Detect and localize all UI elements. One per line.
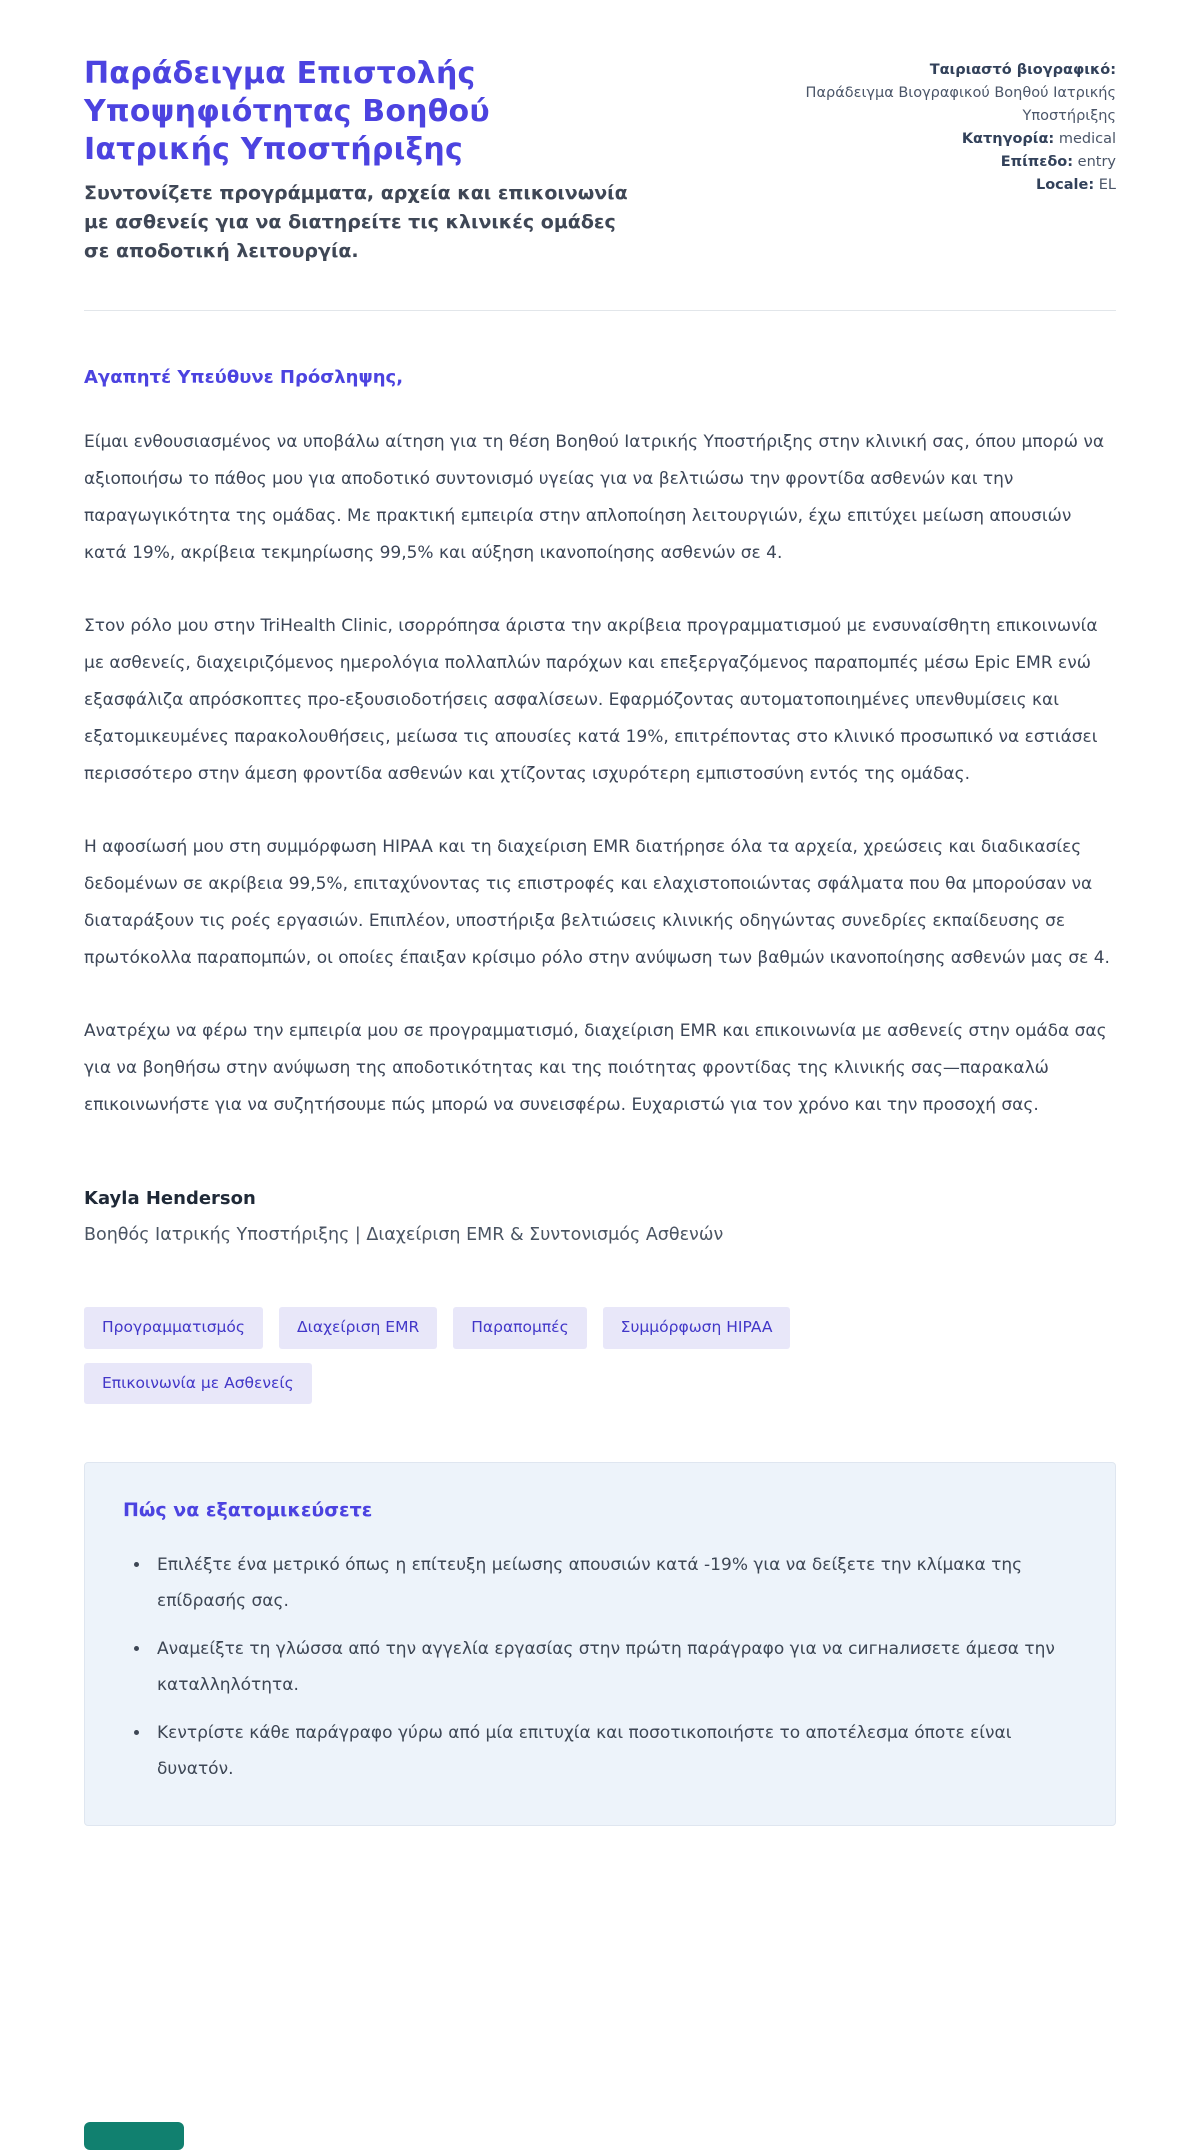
meta-level — [786, 151, 1116, 174]
tip-item: • Κεντρίστε κάθε παράγραφο γύρω από μία επιτυχία και ποσοτικοποιήστε το αποτέλεσμα όποτε είναι δυνατόν. — [151, 1715, 1077, 1787]
skill-tag[interactable]: Προγραμματισμός — [84, 1307, 263, 1349]
letter-body — [84, 367, 1116, 1245]
header — [84, 55, 1116, 266]
meta-locale-label: Locale: — [1035, 177, 1095, 193]
skill-tags — [84, 1307, 844, 1404]
letter-paragraph: Είμαι ενθουσιασμένος να υποβάλω αίτηση για τη θέση Βοηθού Ιατρικής Υποστήριξης στην κλινική σας, όπου μπορώ να αξιοποιήσω το πάθος μου για αποδοτικό συντονισμό υγείας για να βελτιώσω την φροντίδα ασθενών και την παραγωγικότητα της ομάδας. Με πρακτική εμπειρία στην απλοποίηση λειτουργιών, έχω επιτύχει μείωση απουσιών κατά 19%, ακρίβεια τεκμηρίωσης 99,5% και αύξηση ικανοποίησης ασθενών σε 4. — [84, 432, 1105, 563]
signature-name: Kayla Henderson — [84, 1188, 256, 1209]
skill-tag[interactable]: Διαχείριση EMR — [279, 1307, 437, 1349]
skill-tag[interactable]: Παραπομπές — [453, 1307, 586, 1349]
title-block — [84, 55, 644, 266]
meta-resume — [786, 59, 1116, 128]
customization-tips-box — [84, 1462, 1116, 1826]
meta-level-value: entry — [1077, 154, 1116, 170]
letter-paragraph: Στον ρόλο μου στην TriHealth Clinic, ισορρόπησα άριστα την ακρίβεια προγραμματισμού με ενσυναίσθητη επικοινωνία με ασθενείς, διαχειριζόμενος ημερολόγια πολλαπλών παρόχων και επεξεργαζόμενος παραπομπές μέσω Epic EMR ενώ εξασφάλιζα απρόσκοπτες προ-εξουσιοδοτήσεις ασφαλίσεων. Εφαρμόζοντας αυτοματοποιημένες υπενθυμίσεις και εξατομικευμένες παρακολουθήσεις, μείωσα τις απουσίες κατά 19%, επιτρέποντας στο κλινικό προσωπικό να εστιάσει περισσότερο στην άμεση φροντίδα ασθενών και χτίζοντας ισχυρότερη εμπιστοσύνη εντός της ομάδας. — [84, 616, 1098, 784]
meta-locale-value: EL — [1098, 177, 1116, 193]
meta-level-label: Επίπεδο: — [1000, 154, 1074, 170]
tip-item: • Επιλέξτε ένα μετρικό όπως η επίτευξη μείωσης απουσιών κατά -19% για να δείξετε την κλίμακα της επίδρασής σας. — [151, 1547, 1077, 1619]
signature-role: Βοηθός Ιατρικής Υποστήριξης | Διαχείριση EMR & Συντονισμός Ασθενών — [84, 1225, 724, 1245]
meta-resume-label: Ταιριαστό βιογραφικό: — [929, 62, 1116, 78]
letter-paragraph: Η αφοσίωσή μου στη συμμόρφωση HIPAA και τη διαχείριση EMR διατήρησε όλα τα αρχεία, χρεώσεις και διαδικασίες δεδομένων σε ακρίβεια 99,5%, επιταχύνοντας τις επιστροφές και ελαχιστοποιώντας σφάλματα που θα μπορούσαν να διαταράξουν τις ροές εργασιών. Επιπλέον, υποστήριξα βελτιώσεις κλινικής οδηγώντας συνεδρίες εκπαίδευσης σε πρωτόκολλα παραπομπών, οι οποίες έπαιξαν κρίσιμο ρόλο στην ανύψωση των βαθμών ικανοποίησης ασθενών μας σε 4. — [84, 837, 1110, 968]
meta-resume-value: Παράδειγμα Βιογραφικού Βοηθού Ιατρικής Υποστήριξης — [805, 85, 1116, 124]
tips-list — [123, 1547, 1077, 1787]
meta-category-value: medical — [1058, 131, 1116, 147]
header-divider — [84, 310, 1116, 311]
skill-tag[interactable]: Επικοινωνία με Ασθενείς — [84, 1363, 312, 1405]
bottom-partial-widget[interactable] — [84, 2122, 184, 2150]
skill-tag[interactable]: Συμμόρφωση HIPAA — [603, 1307, 791, 1349]
letter-paragraph: Ανατρέχω να φέρω την εμπειρία μου σε προγραμματισμό, διαχείριση EMR και επικοινωνία με ασθενείς στην ομάδα σας για να βοηθήσω στην ανύψωση της αποδοτικότητας και της ποιότητας φροντίδας της κλινικής σας—παρακαλώ επικοινωνήστε για να συζητήσουμε πώς μπορώ να συνεισφέρω. Ευχαριστώ για τον χρόνο και την προσοχή σας. — [84, 1021, 1107, 1115]
tip-item: • Αναμείξτε τη γλώσσα από την αγγελία εργασίας στην πρώτη παράγραφο για να сигналиσετε άμεσα την καταλληλότητα. — [151, 1631, 1077, 1703]
page-subtitle: Συντονίζετε προγράμματα, αρχεία και επικοινωνία με ασθενείς για να διατηρείτε τις κλινικές ομάδες σε αποδοτική λειτουργία. — [84, 182, 628, 262]
page-title: Παράδειγμα Επιστολής Υποψηφιότητας Βοηθού Ιατρικής Υποστήριξης — [84, 56, 490, 167]
tips-heading: Πώς να εξατομικεύσετε — [123, 1499, 373, 1521]
meta-locale — [786, 174, 1116, 197]
meta-category-label: Κατηγορία: — [961, 131, 1055, 147]
letter-greeting: Αγαπητέ Υπεύθυνε Πρόσληψης, — [84, 367, 404, 388]
meta-block — [786, 55, 1116, 197]
meta-category — [786, 128, 1116, 151]
